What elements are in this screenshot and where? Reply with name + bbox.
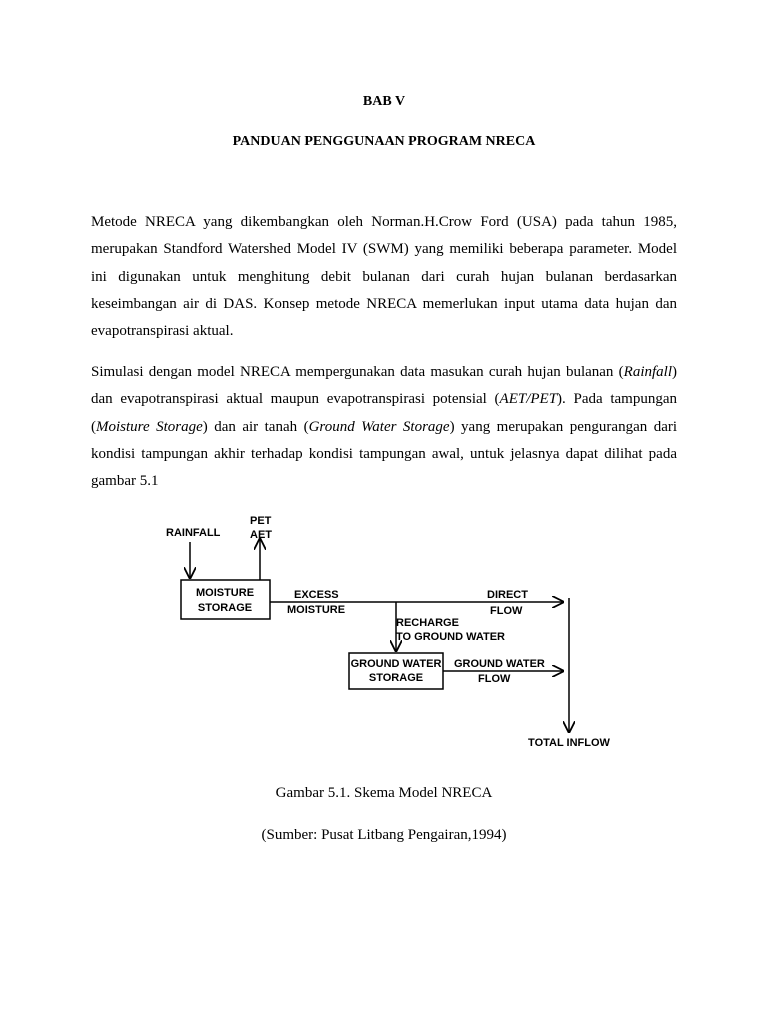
- chapter-title: PANDUAN PENGGUNAAN PROGRAM NRECA: [232, 134, 536, 149]
- paragraph-line: kondisi tampungan akhir terhadap kondisi tampungan awal, untuk jelasnya dapat dilihat pada: [91, 445, 677, 462]
- paragraph-line: evapotranspirasi aktual.: [91, 323, 234, 340]
- total-inflow-label: TOTAL INFLOW: [528, 737, 610, 749]
- text-run: ). Pada tampungan: [557, 391, 677, 408]
- italic-term: Rainfall: [623, 364, 672, 380]
- recharge-label: RECHARGE: [396, 617, 459, 629]
- paragraph-intro: [91, 209, 677, 345]
- ground-water-storage-label: GROUND WATER: [350, 658, 442, 670]
- paragraph-line: gambar 5.1: [91, 473, 159, 490]
- text-run: ) dan air tanah (: [202, 418, 309, 435]
- chapter-heading: BAB V: [362, 94, 406, 109]
- italic-term: Ground Water Storage: [308, 418, 450, 435]
- direct-flow-label: DIRECT: [487, 589, 528, 601]
- excess-moisture-label: EXCESS: [294, 589, 339, 601]
- recharge-label: TO GROUND WATER: [396, 631, 505, 643]
- rainfall-label: RAINFALL: [166, 527, 221, 539]
- italic-term: Moisture Storage: [96, 418, 203, 435]
- paragraph-line: [91, 386, 677, 413]
- direct-flow-label: FLOW: [490, 605, 523, 617]
- paragraph-line: keseimbangan air di DAS. Konsep metode NRECA memerlukan input utama data hujan dan: [91, 295, 677, 312]
- text-run: Simulasi dengan model NRECA mempergunakan data masukan curah hujan bulanan (: [91, 364, 624, 380]
- ground-water-storage-label: STORAGE: [368, 672, 424, 684]
- excess-moisture-label: MOISTURE: [287, 604, 346, 616]
- pet-label: PET: [250, 515, 272, 527]
- paragraph-line: Metode NRECA yang dikembangkan oleh Norman.H.Crow Ford (USA) pada tahun 1985,: [91, 214, 677, 230]
- paragraph-line: [91, 414, 677, 441]
- aet-label: AET: [250, 529, 272, 541]
- text-run: ) yang merupakan pengurangan dari: [449, 418, 678, 435]
- text-run: ): [672, 364, 677, 380]
- moisture-storage-label: STORAGE: [197, 602, 253, 614]
- figure-source: (Sumber: Pusat Litbang Pengairan,1994): [261, 827, 507, 843]
- text-run: dan evapotranspirasi aktual maupun evapotranspirasi potensial (: [91, 391, 500, 408]
- paragraph-line: merupakan Standford Watershed Model IV (SWM) yang memiliki beberapa parameter. Model: [91, 241, 677, 258]
- paragraph-simulation: [91, 359, 677, 495]
- ground-water-flow-label: GROUND WATER: [454, 658, 545, 670]
- paragraph-line: [91, 359, 677, 386]
- paragraph-line: ini digunakan untuk menghitung debit bulanan dari curah hujan bulanan berdasarkan: [91, 268, 677, 285]
- figure-caption: Gambar 5.1. Skema Model NRECA: [275, 785, 493, 801]
- ground-water-flow-label: FLOW: [478, 673, 511, 685]
- nreca-schematic-diagram: [160, 510, 620, 755]
- italic-term: AET/PET: [499, 391, 558, 408]
- text-run: (: [91, 418, 96, 435]
- moisture-storage-label: MOISTURE: [195, 587, 255, 599]
